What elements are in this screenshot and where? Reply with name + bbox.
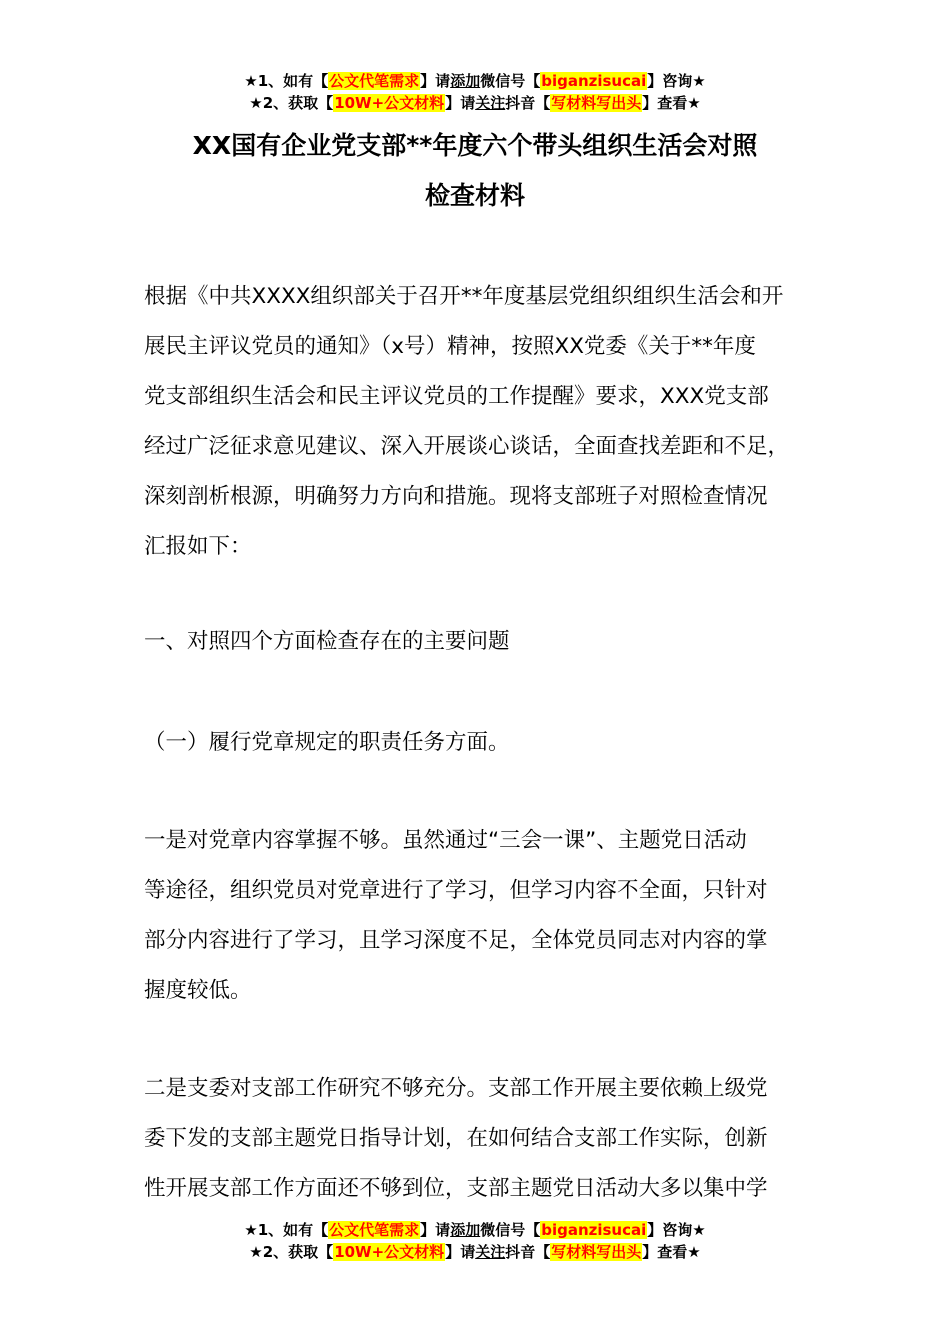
banner-highlight: 公文代笔需求 [329, 1221, 420, 1239]
banner-highlight: 写材料写出头 [551, 94, 642, 112]
banner-line-2 [0, 92, 950, 114]
point-2-paragraph [144, 1064, 834, 1214]
intro-paragraph [144, 272, 834, 572]
banner-text: 】查看★ [642, 1243, 701, 1261]
point-1-paragraph [144, 816, 834, 1016]
document-title [0, 121, 950, 221]
title-line-2: 检查材料 [424, 181, 525, 210]
banner-highlight: 10W+公文材料 [334, 94, 445, 112]
paragraph-line: 一是对党章内容掌握不够。虽然通过“三会一课”、主题党日活动 [144, 828, 747, 853]
banner-underline: 关注 [475, 94, 506, 112]
banner-text: 抖音【 [505, 1243, 551, 1261]
banner-text: 】咨询★ [647, 1221, 706, 1239]
banner-line-1 [0, 1219, 950, 1241]
banner-text: ★1、如有【 [244, 1221, 329, 1239]
banner-underline: 添加 [450, 72, 481, 90]
banner-text: ★2、获取【 [249, 94, 334, 112]
paragraph-line: 根据《中共XXXX组织部关于召开**年度基层党组织组织生活会和开 [144, 284, 784, 309]
banner-text: 】请 [445, 1243, 476, 1261]
paragraph-line: 党支部组织生活会和民主评议党员的工作提醒》要求，XXX党支部 [144, 384, 769, 409]
banner-text: 微信号【 [480, 1221, 541, 1239]
top-banner [0, 70, 950, 114]
paragraph-line: 深刻剖析根源，明确努力方向和措施。现将支部班子对照检查情况 [144, 484, 768, 509]
banner-text: 】查看★ [642, 94, 701, 112]
subsection-heading-text: （一）履行党章规定的职责任务方面。 [144, 730, 510, 755]
banner-highlight: biganzisucai [541, 72, 647, 90]
paragraph-line: 性开展支部工作方面还不够到位，支部主题党日活动大多以集中学 [144, 1176, 768, 1201]
banner-text: 】请 [420, 72, 451, 90]
section-heading-text: 一、对照四个方面检查存在的主要问题 [144, 629, 510, 654]
bottom-banner [0, 1219, 950, 1263]
banner-underline: 关注 [475, 1243, 506, 1261]
banner-text: 微信号【 [480, 72, 541, 90]
banner-line-2 [0, 1241, 950, 1263]
banner-highlight: biganzisucai [541, 1221, 647, 1239]
paragraph-line: 二是支委对支部工作研究不够充分。支部工作开展主要依赖上级党 [144, 1076, 768, 1101]
banner-text: 】请 [445, 94, 476, 112]
subsection-heading [144, 718, 834, 768]
paragraph-line: 委下发的支部主题党日指导计划，在如何结合支部工作实际，创新 [144, 1126, 768, 1151]
banner-line-1 [0, 70, 950, 92]
banner-text: 】请 [420, 1221, 451, 1239]
banner-highlight: 10W+公文材料 [334, 1243, 445, 1261]
banner-underline: 添加 [450, 1221, 481, 1239]
banner-highlight: 写材料写出头 [551, 1243, 642, 1261]
section-heading [144, 617, 834, 667]
banner-text: 抖音【 [505, 94, 551, 112]
paragraph-line: 握度较低。 [144, 978, 252, 1003]
banner-text: ★1、如有【 [244, 72, 329, 90]
paragraph-line: 经过广泛征求意见建议、深入开展谈心谈话，全面查找差距和不足， [144, 434, 790, 459]
paragraph-line: 汇报如下： [144, 534, 252, 559]
banner-highlight: 公文代笔需求 [329, 72, 420, 90]
paragraph-line: 展民主评议党员的通知》（x号）精神，按照XX党委《关于**年度 [144, 334, 756, 359]
banner-text: 】咨询★ [647, 72, 706, 90]
title-line-1: XX国有企业党支部**年度六个带头组织生活会对照 [192, 131, 758, 160]
paragraph-line: 部分内容进行了学习，且学习深度不足，全体党员同志对内容的掌 [144, 928, 768, 953]
paragraph-line: 等途径，组织党员对党章进行了学习，但学习内容不全面，只针对 [144, 878, 768, 903]
banner-text: ★2、获取【 [249, 1243, 334, 1261]
